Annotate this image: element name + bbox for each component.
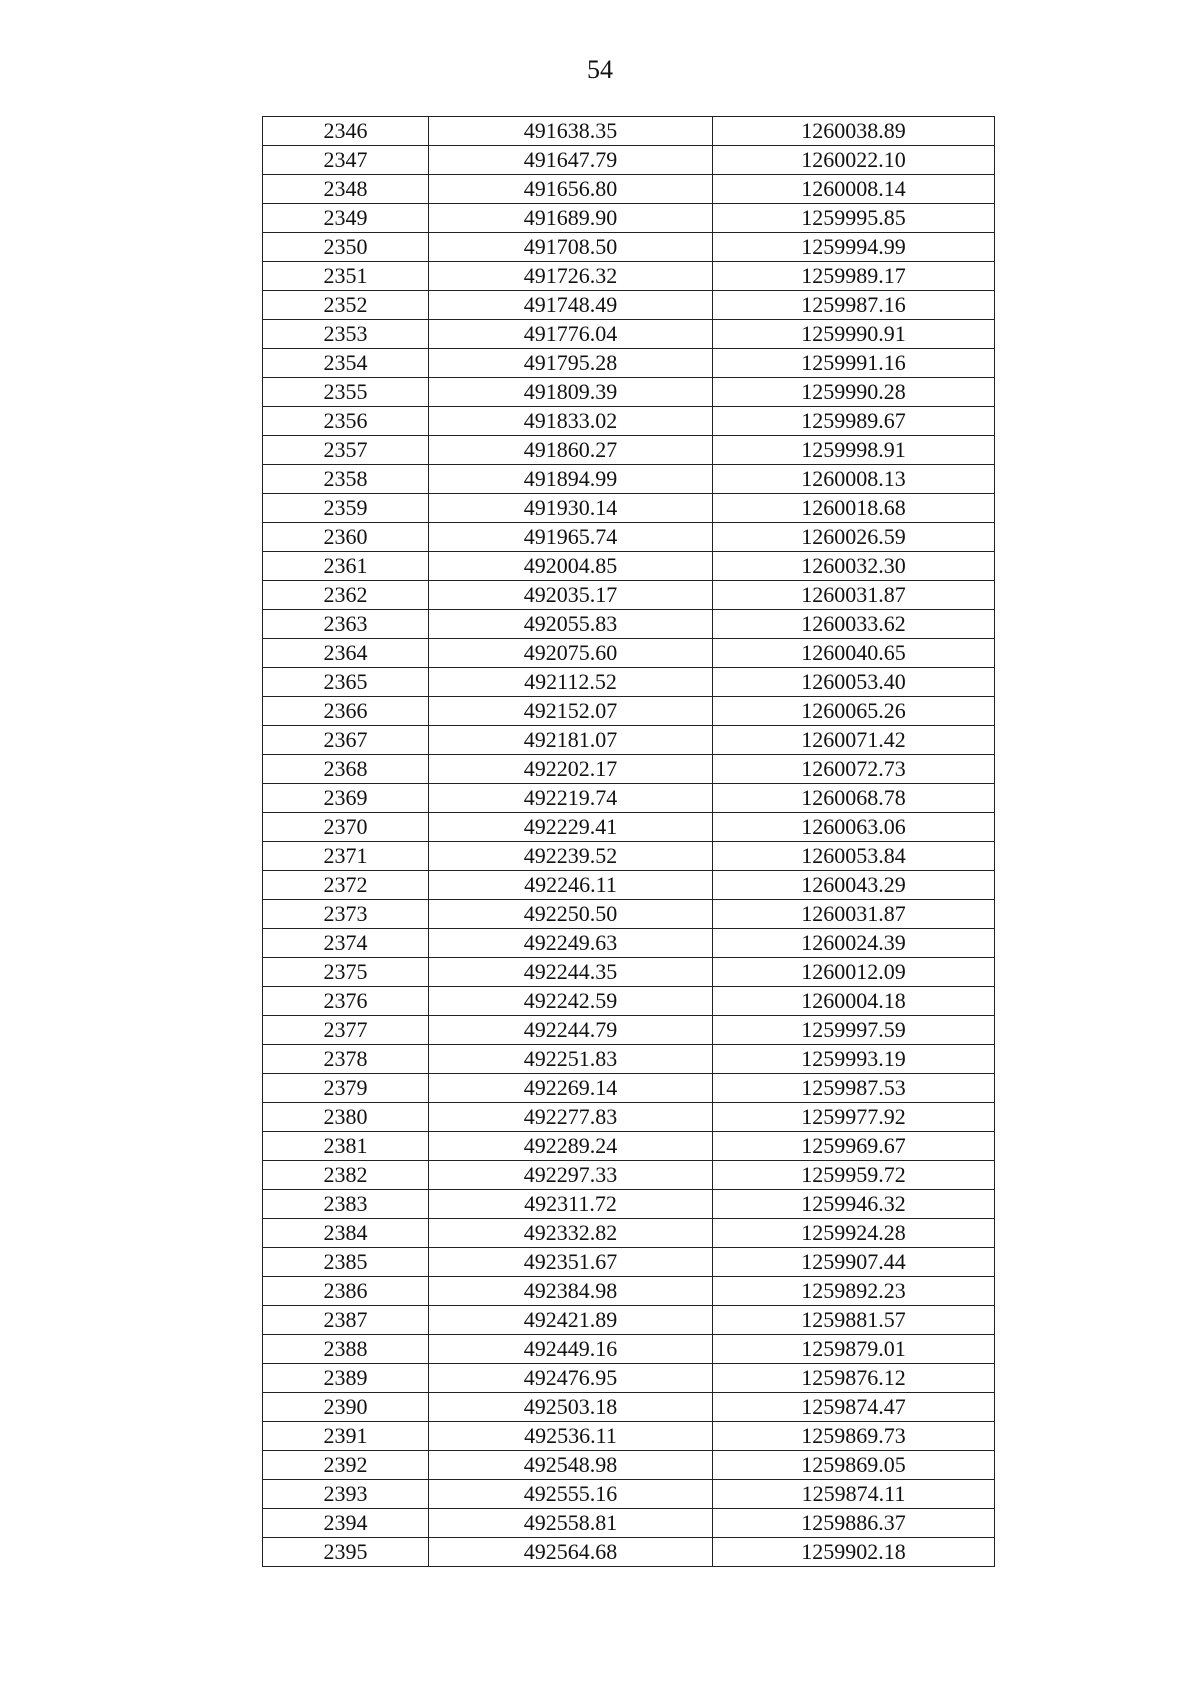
x-coordinate-cell: 492219.74	[429, 784, 713, 813]
point-number-cell: 2346	[263, 117, 429, 146]
table-row	[263, 378, 995, 407]
y-coordinate-cell: 1260022.10	[713, 146, 995, 175]
point-number-cell: 2351	[263, 262, 429, 291]
y-coordinate-cell: 1259879.01	[713, 1335, 995, 1364]
y-coordinate-cell: 1259990.28	[713, 378, 995, 407]
x-coordinate-cell: 491638.35	[429, 117, 713, 146]
point-number-cell: 2358	[263, 465, 429, 494]
point-number-cell: 2352	[263, 291, 429, 320]
table-row	[263, 349, 995, 378]
y-coordinate-cell: 1260053.40	[713, 668, 995, 697]
y-coordinate-cell: 1259977.92	[713, 1103, 995, 1132]
y-coordinate-cell: 1260065.26	[713, 697, 995, 726]
point-number-cell: 2350	[263, 233, 429, 262]
table-row	[263, 1248, 995, 1277]
x-coordinate-cell: 492244.35	[429, 958, 713, 987]
y-coordinate-cell: 1260004.18	[713, 987, 995, 1016]
x-coordinate-cell: 492332.82	[429, 1219, 713, 1248]
table-row	[263, 494, 995, 523]
table-row	[263, 1306, 995, 1335]
point-number-cell: 2375	[263, 958, 429, 987]
y-coordinate-cell: 1260063.06	[713, 813, 995, 842]
table-row	[263, 320, 995, 349]
point-number-cell: 2362	[263, 581, 429, 610]
x-coordinate-cell: 492055.83	[429, 610, 713, 639]
table-row	[263, 1335, 995, 1364]
x-coordinate-cell: 491809.39	[429, 378, 713, 407]
x-coordinate-cell: 491708.50	[429, 233, 713, 262]
point-number-cell: 2371	[263, 842, 429, 871]
point-number-cell: 2379	[263, 1074, 429, 1103]
point-number-cell: 2378	[263, 1045, 429, 1074]
table-row	[263, 175, 995, 204]
coordinates-table	[262, 116, 995, 1567]
point-number-cell: 2363	[263, 610, 429, 639]
table-row	[263, 233, 995, 262]
point-number-cell: 2391	[263, 1422, 429, 1451]
table-row	[263, 291, 995, 320]
x-coordinate-cell: 491647.79	[429, 146, 713, 175]
table-row	[263, 1277, 995, 1306]
point-number-cell: 2357	[263, 436, 429, 465]
y-coordinate-cell: 1260032.30	[713, 552, 995, 581]
x-coordinate-cell: 491689.90	[429, 204, 713, 233]
point-number-cell: 2359	[263, 494, 429, 523]
y-coordinate-cell: 1259989.17	[713, 262, 995, 291]
x-coordinate-cell: 492536.11	[429, 1422, 713, 1451]
point-number-cell: 2393	[263, 1480, 429, 1509]
x-coordinate-cell: 492244.79	[429, 1016, 713, 1045]
point-number-cell: 2349	[263, 204, 429, 233]
table-row	[263, 1045, 995, 1074]
y-coordinate-cell: 1260024.39	[713, 929, 995, 958]
point-number-cell: 2395	[263, 1538, 429, 1567]
x-coordinate-cell: 492503.18	[429, 1393, 713, 1422]
y-coordinate-cell: 1259881.57	[713, 1306, 995, 1335]
y-coordinate-cell: 1259959.72	[713, 1161, 995, 1190]
y-coordinate-cell: 1260068.78	[713, 784, 995, 813]
x-coordinate-cell: 492075.60	[429, 639, 713, 668]
point-number-cell: 2347	[263, 146, 429, 175]
y-coordinate-cell: 1259997.59	[713, 1016, 995, 1045]
point-number-cell: 2385	[263, 1248, 429, 1277]
table-row	[263, 523, 995, 552]
x-coordinate-cell: 492421.89	[429, 1306, 713, 1335]
table-row	[263, 1219, 995, 1248]
point-number-cell: 2372	[263, 871, 429, 900]
y-coordinate-cell: 1259874.11	[713, 1480, 995, 1509]
table-row	[263, 1509, 995, 1538]
table-row	[263, 1190, 995, 1219]
y-coordinate-cell: 1260026.59	[713, 523, 995, 552]
x-coordinate-cell: 492548.98	[429, 1451, 713, 1480]
y-coordinate-cell: 1259869.05	[713, 1451, 995, 1480]
y-coordinate-cell: 1259990.91	[713, 320, 995, 349]
point-number-cell: 2353	[263, 320, 429, 349]
table-row	[263, 465, 995, 494]
x-coordinate-cell: 492251.83	[429, 1045, 713, 1074]
y-coordinate-cell: 1259969.67	[713, 1132, 995, 1161]
point-number-cell: 2348	[263, 175, 429, 204]
y-coordinate-cell: 1260071.42	[713, 726, 995, 755]
x-coordinate-cell: 491894.99	[429, 465, 713, 494]
table-row	[263, 1422, 995, 1451]
x-coordinate-cell: 492449.16	[429, 1335, 713, 1364]
page-number: 54	[587, 55, 613, 84]
table-row	[263, 726, 995, 755]
y-coordinate-cell: 1259987.53	[713, 1074, 995, 1103]
x-coordinate-cell: 492555.16	[429, 1480, 713, 1509]
point-number-cell: 2367	[263, 726, 429, 755]
point-number-cell: 2364	[263, 639, 429, 668]
point-number-cell: 2370	[263, 813, 429, 842]
table-row	[263, 755, 995, 784]
point-number-cell: 2373	[263, 900, 429, 929]
x-coordinate-cell: 492558.81	[429, 1509, 713, 1538]
y-coordinate-cell: 1260040.65	[713, 639, 995, 668]
point-number-cell: 2394	[263, 1509, 429, 1538]
table-row	[263, 813, 995, 842]
point-number-cell: 2384	[263, 1219, 429, 1248]
y-coordinate-cell: 1260031.87	[713, 900, 995, 929]
x-coordinate-cell: 492112.52	[429, 668, 713, 697]
point-number-cell: 2381	[263, 1132, 429, 1161]
table-row	[263, 1480, 995, 1509]
y-coordinate-cell: 1259874.47	[713, 1393, 995, 1422]
table-row	[263, 262, 995, 291]
x-coordinate-cell: 492152.07	[429, 697, 713, 726]
y-coordinate-cell: 1260072.73	[713, 755, 995, 784]
y-coordinate-cell: 1259987.16	[713, 291, 995, 320]
point-number-cell: 2356	[263, 407, 429, 436]
point-number-cell: 2355	[263, 378, 429, 407]
table-row	[263, 668, 995, 697]
point-number-cell: 2392	[263, 1451, 429, 1480]
table-row	[263, 1016, 995, 1045]
point-number-cell: 2377	[263, 1016, 429, 1045]
table-row	[263, 900, 995, 929]
point-number-cell: 2383	[263, 1190, 429, 1219]
table-row	[263, 117, 995, 146]
table-row	[263, 1161, 995, 1190]
table-row	[263, 1074, 995, 1103]
y-coordinate-cell: 1259902.18	[713, 1538, 995, 1567]
y-coordinate-cell: 1259946.32	[713, 1190, 995, 1219]
x-coordinate-cell: 492004.85	[429, 552, 713, 581]
y-coordinate-cell: 1260012.09	[713, 958, 995, 987]
y-coordinate-cell: 1259991.16	[713, 349, 995, 378]
x-coordinate-cell: 492035.17	[429, 581, 713, 610]
point-number-cell: 2365	[263, 668, 429, 697]
y-coordinate-cell: 1260008.13	[713, 465, 995, 494]
table-row	[263, 581, 995, 610]
point-number-cell: 2388	[263, 1335, 429, 1364]
y-coordinate-cell: 1260008.14	[713, 175, 995, 204]
point-number-cell: 2382	[263, 1161, 429, 1190]
point-number-cell: 2368	[263, 755, 429, 784]
table-row	[263, 871, 995, 900]
table-row	[263, 1132, 995, 1161]
table-row	[263, 958, 995, 987]
x-coordinate-cell: 492239.52	[429, 842, 713, 871]
table-row	[263, 204, 995, 233]
x-coordinate-cell: 492229.41	[429, 813, 713, 842]
x-coordinate-cell: 491726.32	[429, 262, 713, 291]
table-row	[263, 407, 995, 436]
x-coordinate-cell: 492277.83	[429, 1103, 713, 1132]
point-number-cell: 2389	[263, 1364, 429, 1393]
table-row	[263, 1393, 995, 1422]
coordinates-table-body	[263, 117, 995, 1567]
table-row	[263, 929, 995, 958]
y-coordinate-cell: 1260043.29	[713, 871, 995, 900]
x-coordinate-cell: 492242.59	[429, 987, 713, 1016]
y-coordinate-cell: 1260033.62	[713, 610, 995, 639]
y-coordinate-cell: 1260038.89	[713, 117, 995, 146]
point-number-cell: 2366	[263, 697, 429, 726]
y-coordinate-cell: 1260053.84	[713, 842, 995, 871]
table-row	[263, 436, 995, 465]
x-coordinate-cell: 492351.67	[429, 1248, 713, 1277]
table-row	[263, 1364, 995, 1393]
y-coordinate-cell: 1259998.91	[713, 436, 995, 465]
table-row	[263, 987, 995, 1016]
x-coordinate-cell: 491965.74	[429, 523, 713, 552]
x-coordinate-cell: 492249.63	[429, 929, 713, 958]
point-number-cell: 2387	[263, 1306, 429, 1335]
x-coordinate-cell: 491795.28	[429, 349, 713, 378]
y-coordinate-cell: 1259876.12	[713, 1364, 995, 1393]
table-row	[263, 639, 995, 668]
x-coordinate-cell: 492181.07	[429, 726, 713, 755]
x-coordinate-cell: 491930.14	[429, 494, 713, 523]
point-number-cell: 2354	[263, 349, 429, 378]
table-row	[263, 1451, 995, 1480]
y-coordinate-cell: 1259892.23	[713, 1277, 995, 1306]
y-coordinate-cell: 1259989.67	[713, 407, 995, 436]
point-number-cell: 2390	[263, 1393, 429, 1422]
x-coordinate-cell: 492250.50	[429, 900, 713, 929]
y-coordinate-cell: 1259886.37	[713, 1509, 995, 1538]
x-coordinate-cell: 492297.33	[429, 1161, 713, 1190]
x-coordinate-cell: 492476.95	[429, 1364, 713, 1393]
x-coordinate-cell: 492289.24	[429, 1132, 713, 1161]
y-coordinate-cell: 1259994.99	[713, 233, 995, 262]
table-row	[263, 842, 995, 871]
y-coordinate-cell: 1259924.28	[713, 1219, 995, 1248]
y-coordinate-cell: 1260018.68	[713, 494, 995, 523]
table-row	[263, 697, 995, 726]
point-number-cell: 2361	[263, 552, 429, 581]
x-coordinate-cell: 491748.49	[429, 291, 713, 320]
y-coordinate-cell: 1259995.85	[713, 204, 995, 233]
point-number-cell: 2360	[263, 523, 429, 552]
y-coordinate-cell: 1259907.44	[713, 1248, 995, 1277]
x-coordinate-cell: 491776.04	[429, 320, 713, 349]
x-coordinate-cell: 491656.80	[429, 175, 713, 204]
y-coordinate-cell: 1260031.87	[713, 581, 995, 610]
table-row	[263, 610, 995, 639]
point-number-cell: 2376	[263, 987, 429, 1016]
table-row	[263, 1538, 995, 1567]
x-coordinate-cell: 491833.02	[429, 407, 713, 436]
x-coordinate-cell: 492202.17	[429, 755, 713, 784]
point-number-cell: 2386	[263, 1277, 429, 1306]
point-number-cell: 2380	[263, 1103, 429, 1132]
y-coordinate-cell: 1259993.19	[713, 1045, 995, 1074]
table-row	[263, 1103, 995, 1132]
table-row	[263, 146, 995, 175]
y-coordinate-cell: 1259869.73	[713, 1422, 995, 1451]
x-coordinate-cell: 492246.11	[429, 871, 713, 900]
table-row	[263, 552, 995, 581]
point-number-cell: 2374	[263, 929, 429, 958]
point-number-cell: 2369	[263, 784, 429, 813]
x-coordinate-cell: 491860.27	[429, 436, 713, 465]
x-coordinate-cell: 492564.68	[429, 1538, 713, 1567]
x-coordinate-cell: 492269.14	[429, 1074, 713, 1103]
x-coordinate-cell: 492311.72	[429, 1190, 713, 1219]
x-coordinate-cell: 492384.98	[429, 1277, 713, 1306]
table-row	[263, 784, 995, 813]
